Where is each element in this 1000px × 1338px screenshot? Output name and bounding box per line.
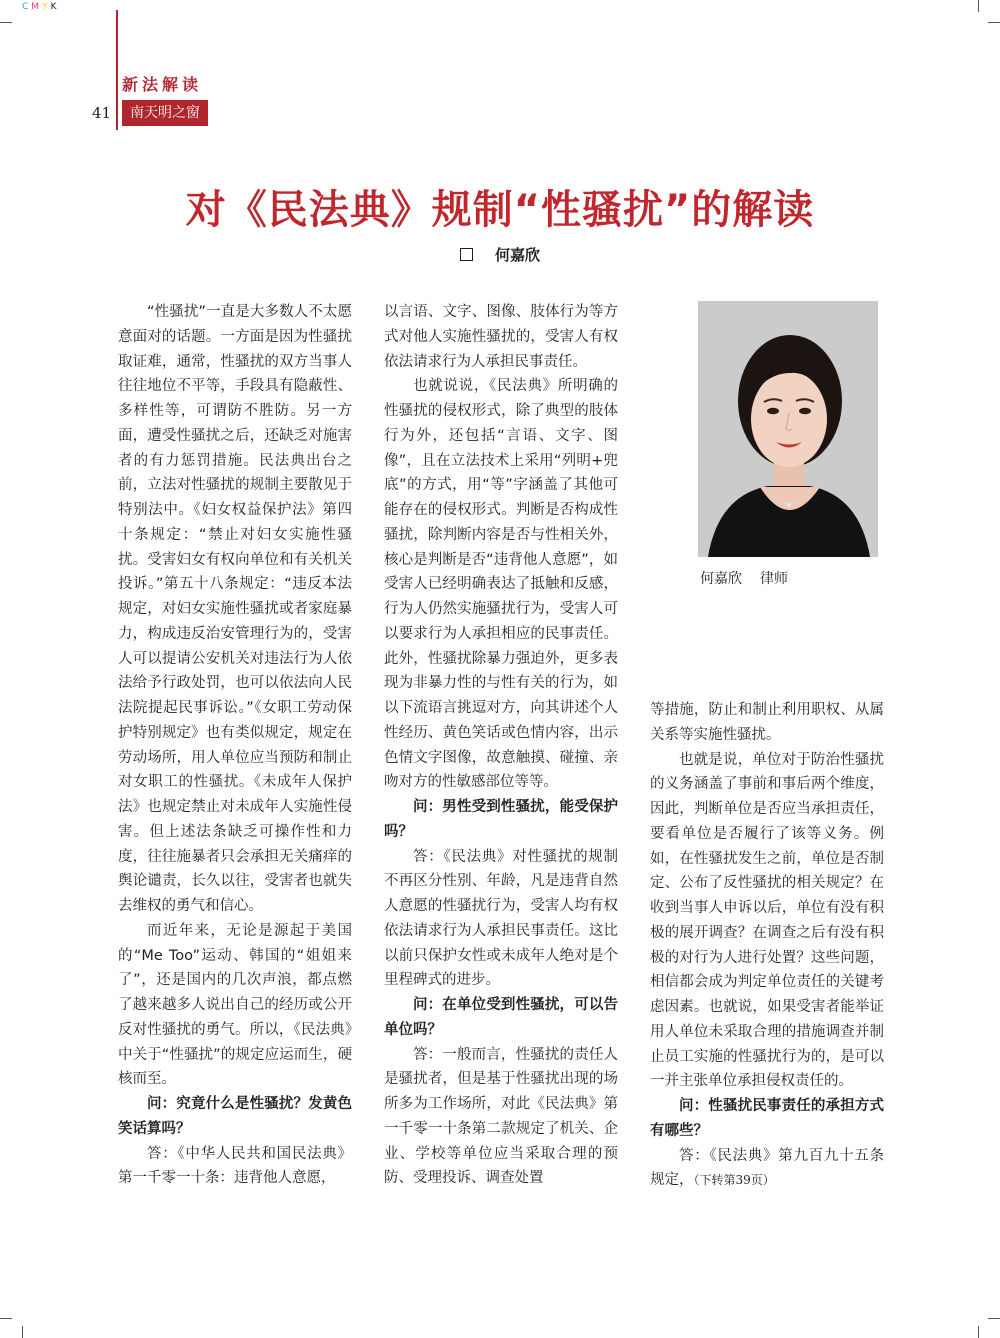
question: 问：男性受到性骚扰，能受保护吗？ — [384, 799, 618, 840]
cmyk-y: Y — [42, 2, 51, 12]
paragraph: 等措施，防止和制止利用职权、从属关系等实施性骚扰。 — [650, 702, 884, 743]
cmyk-k: K — [50, 2, 60, 12]
section-title: 新法解读 — [122, 75, 203, 94]
caption-name: 何嘉欣 — [700, 571, 742, 587]
header-rule — [116, 10, 118, 130]
cmyk-c: C — [22, 2, 32, 12]
crop-mark — [0, 22, 12, 23]
byline-box-icon — [460, 248, 473, 261]
paragraph: 答：《民法典》对性骚扰的规制不再区分性别、年龄，凡是违背自然人意愿的性骚扰行为，受害人均有权依法请求行为人承担民事责任。这比以前只保护女性或未成年人绝对是个里程碑式的进步。 — [384, 848, 618, 989]
author-photo — [698, 301, 878, 557]
paragraph: 也就说说，《民法典》所明确的性骚扰的侵权形式，除了典型的肢体行为外，还包括“言语、文字、图像”，且在立法技术上采用“列明+兜底”的方式，用“等”字涵盖了其他可能存在的侵权形式。判断是否构成性骚扰，除判断内容是否与性相关外，核心是判断是否“违背他人意愿”，如受害人已经明确表达了抵触和反感，行为人仍然实施骚扰行为，受害人可以要求行为人承担相应的民事责任。此外，性骚扰除暴力强迫外，更多表现为非暴力性的与性有关的行为，如以下流语言挑逗对方，向其讲述个人性经历、黄色笑话或色情内容，出示色情文字图像，故意触摸、碰撞、亲吻对方的性敏感部位等等。 — [384, 378, 618, 791]
paragraph: 答：一般而言，性骚扰的责任人是骚扰者，但是基于性骚扰出现的场所多为工作场所，对此《民法典》第一千零一十条第二款规定了机关、企业、学校等单位应当采取合理的预防、受理投诉、调查处置 — [384, 1046, 618, 1187]
crop-mark — [22, 1326, 23, 1338]
article-column-3 — [650, 698, 884, 1193]
byline — [0, 244, 1000, 265]
question: 问：究竟什么是性骚扰？发黄色笑话算吗？ — [118, 1096, 352, 1137]
column-tag: 南天明之窗 — [122, 100, 208, 126]
article-title: 对《民法典》规制“性骚扰”的解读 — [185, 187, 815, 233]
paragraph: 而近年来，无论是源起于美国的“Me Too”运动、韩国的“姐姐来了”，还是国内的几次声浪，都点燃了越来越多人说出自己的经历或公开反对性骚扰的勇气。所以，《民法典》中关于“性骚扰”的规定应运而生，硬核而至。 — [118, 922, 352, 1088]
paragraph: 以言语、文字、图像、肢体行为等方式对他人实施性骚扰的，受害人有权依法请求行为人承担民事责任。 — [384, 304, 618, 370]
crop-mark — [988, 22, 1000, 23]
paragraph: “性骚扰”一直是大多数人不太愿意面对的话题。一方面是因为性骚扰取证难，通常，性骚扰的双方当事人往往地位不平等，手段具有隐蔽性、多样性等，可谓防不胜防。另一方面，遭受性骚扰之后，还缺乏对施害者的有力惩罚措施。民法典出台之前，立法对性骚扰的规制主要散见于特别法中。《妇女权益保护法》第四十条规定：“禁止对妇女实施性骚扰。受害妇女有权向单位和有关机关投诉。”第五十八条规定：“违反本法规定，对妇女实施性骚扰或者家庭暴力，构成违反治安管理行为的，受害人可以提请公安机关对违法行为人依法给予行政处罚，也可以依法向人民法院提起民事诉讼。”《女职工劳动保护特别规定》也有类似规定，规定在劳动场所，用人单位应当预防和制止对女职工的性骚扰。《未成年人保护法》也规定禁止对未成年人实施性侵害。但上述法条缺乏可操作性和力度，往往施暴者只会承担无关痛痒的舆论谴责，长久以往，受害者也就失去维权的勇气和信心。 — [118, 304, 352, 914]
caption-title: 律师 — [760, 571, 788, 587]
crop-mark — [978, 1326, 979, 1338]
cmyk-color-bar — [22, 2, 59, 12]
question: 问：在单位受到性骚扰，可以告单位吗？ — [384, 997, 618, 1038]
article-column-1 — [118, 300, 352, 1191]
portrait-image — [698, 301, 878, 557]
photo-caption — [698, 568, 880, 588]
continuation-note: （下转第39页） — [693, 1173, 775, 1188]
page-number: 41 — [92, 104, 112, 122]
crop-mark — [0, 1318, 12, 1319]
author-name: 何嘉欣 — [494, 246, 540, 264]
paragraph: 答：《中华人民共和国民法典》第一千零一十条：违背他人意愿， — [118, 1145, 352, 1187]
crop-mark — [988, 1318, 1000, 1319]
question: 问：性骚扰民事责任的承担方式有哪些？ — [650, 1098, 884, 1139]
article-column-2 — [384, 300, 618, 1191]
crop-mark — [978, 0, 979, 12]
paragraph: 也就是说，单位对于防治性骚扰的义务涵盖了事前和事后两个维度，因此，判断单位是否应当承担责任，要看单位是否履行了该等义务。例如，在性骚扰发生之前，单位是否制定、公布了反性骚扰的相关规定？在收到当事人申诉以后，单位有没有积极的展开调查？在调查之后有没有积极的对行为人进行处置？这些问题，相信都会成为判定单位责任的关键考虑因素。也就说，如果受害者能举证用人单位未采取合理的措施调查并制止员工实施的性骚扰行为的，是可以一并主张单位承担侵权责任的。 — [650, 751, 884, 1090]
cmyk-m: M — [31, 2, 43, 12]
paragraph — [650, 1144, 884, 1194]
answer-text: 答：《民法典》第九百九十五条规定， — [650, 1147, 884, 1189]
